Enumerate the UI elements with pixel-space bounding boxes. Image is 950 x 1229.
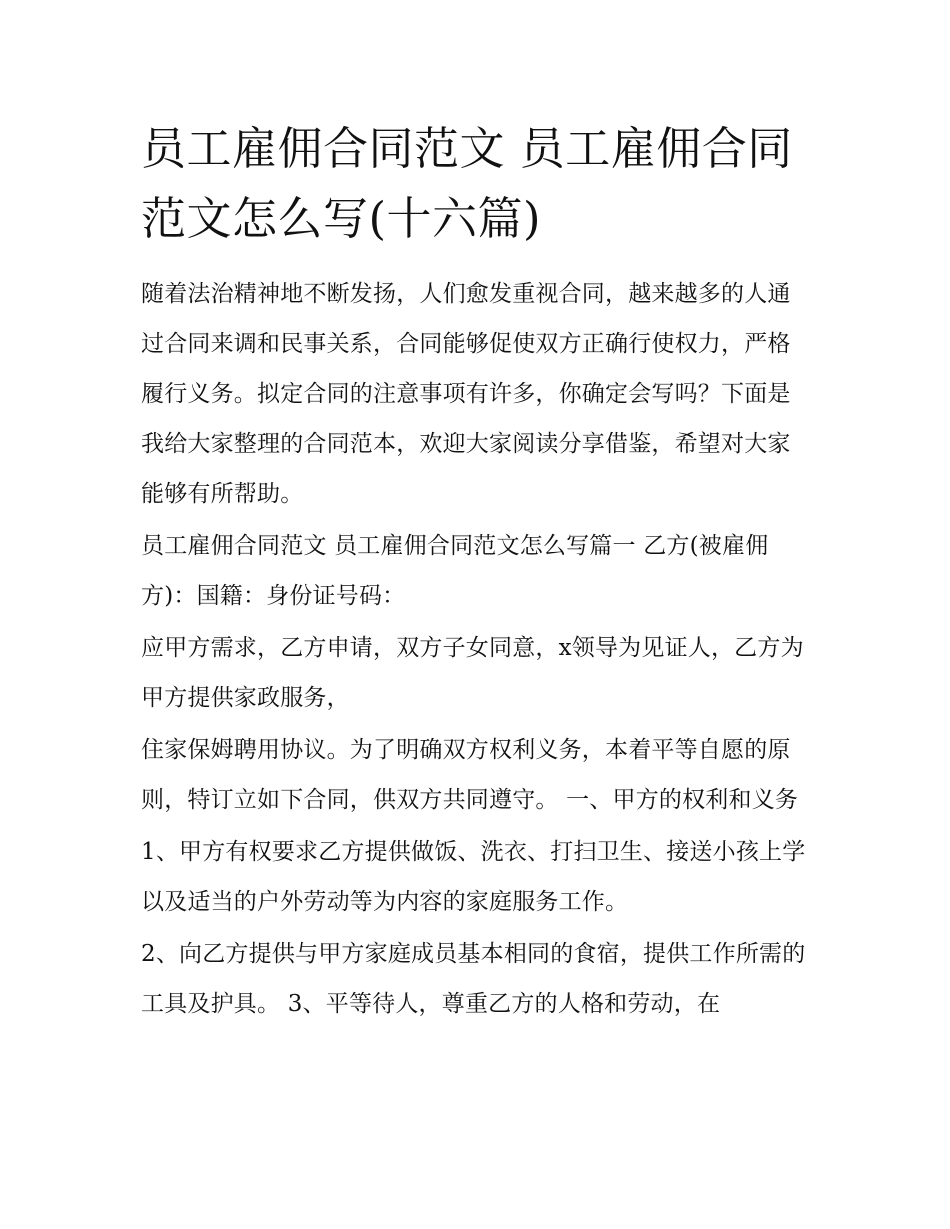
document-title: 员工雇佣合同范文 员工雇佣合同范文怎么写(十六篇) <box>141 122 793 245</box>
paragraph-clause-1: 1、甲方有权要求乙方提供做饭、洗衣、打扫卫生、接送小孩上学以及适当的户外劳动等为内容的家庭服务工作。 <box>141 839 806 915</box>
document-body <box>141 114 813 1031</box>
paragraph-service: 应甲方需求，乙方申请，双方子女同意，x领导为见证人，乙方为甲方提供家政服务， <box>141 635 804 711</box>
paragraph-party-b: 员工雇佣合同范文 员工雇佣合同范文怎么写篇一 乙方(被雇佣方)：国籍：身份证号码： <box>141 533 769 609</box>
paragraph-intro: 随着法治精神地不断发扬，人们愈发重视合同，越来越多的人通过合同来调和民事关系，合同能够促使双方正确行使权力，严格履行义务。拟定合同的注意事项有许多，你确定会写吗？下面是我给大家整理的合同范本，欢迎大家阅读分享借鉴，希望对大家能够有所帮助。 <box>141 281 791 507</box>
paragraph-agreement: 住家保姆聘用协议。为了明确双方权利义务，本着平等自愿的原则，特订立如下合同，供双方共同遵守。 一、甲方的权利和义务 <box>141 737 799 813</box>
paragraph-clause-2: 2、向乙方提供与甲方家庭成员基本相同的食宿，提供工作所需的工具及护具。 3、平等待人，尊重乙方的人格和劳动，在 <box>141 941 806 1017</box>
